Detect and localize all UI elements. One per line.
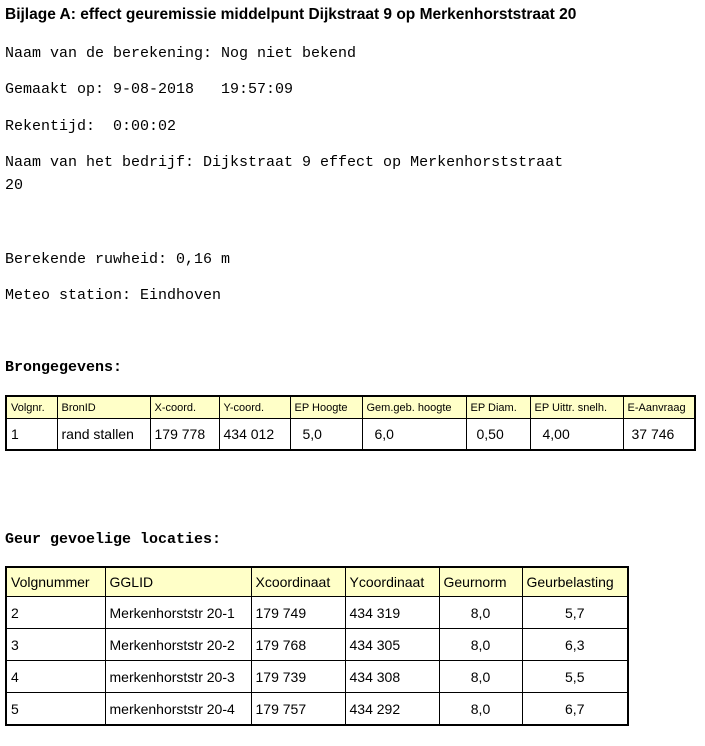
header-cell: Geurbelasting <box>522 567 628 597</box>
table-cell: 37 746 <box>623 419 695 451</box>
document-title: Bijlage A: effect geuremissie middelpunt Dijkstraat 9 op Merkenhorststraat 20 <box>5 6 577 23</box>
table-cell: 0,50 <box>466 419 530 451</box>
header-cell: GGLID <box>105 567 251 597</box>
table-cell: 179 757 <box>251 693 345 726</box>
table-cell: Merkenhorststr 20-1 <box>105 597 251 629</box>
header-cell: X-coord. <box>150 396 219 419</box>
table-cell: 179 778 <box>150 419 219 451</box>
table-cell: 434 308 <box>345 661 439 693</box>
gemaakt-op: Gemaakt op: 9-08-2018 19:57:09 <box>5 81 294 98</box>
header-cell: EP Diam. <box>466 396 530 419</box>
geur-locaties-table <box>5 566 629 726</box>
table-row <box>6 661 628 693</box>
table-cell: merkenhorststr 20-3 <box>105 661 251 693</box>
table-cell: 8,0 <box>439 661 522 693</box>
table-header-row <box>6 396 695 419</box>
header-cell: BronID <box>57 396 150 419</box>
header-cell: Gem.geb. hoogte <box>362 396 466 419</box>
header-cell: Geurnorm <box>439 567 522 597</box>
header-cell: Volgnr. <box>6 396 57 419</box>
table-cell: 8,0 <box>439 629 522 661</box>
header-cell: EP Hoogte <box>290 396 362 419</box>
header-cell: E-Aanvraag <box>623 396 695 419</box>
table-cell: 434 292 <box>345 693 439 726</box>
table-cell: 179 749 <box>251 597 345 629</box>
table-cell: 3 <box>6 629 105 661</box>
bedrijf-naam-line1: Naam van het bedrijf: Dijkstraat 9 effect op Merkenhorststraat <box>5 154 564 171</box>
header-cell: Volgnummer <box>6 567 105 597</box>
header-cell: EP Uittr. snelh. <box>530 396 623 419</box>
table-cell: 2 <box>6 597 105 629</box>
rekentijd: Rekentijd: 0:00:02 <box>5 118 177 135</box>
table-cell: merkenhorststr 20-4 <box>105 693 251 726</box>
table-cell: 6,7 <box>522 693 628 726</box>
table-cell: 5,0 <box>290 419 362 451</box>
header-cell: Xcoordinaat <box>251 567 345 597</box>
table-cell: 5,5 <box>522 661 628 693</box>
bedrijf-naam-line2: 20 <box>5 177 24 194</box>
table-cell: 8,0 <box>439 693 522 726</box>
brongegevens-table <box>5 395 696 451</box>
table-cell: 6,3 <box>522 629 628 661</box>
table-cell: 434 012 <box>219 419 290 451</box>
table-cell: 4 <box>6 661 105 693</box>
header-cell: Y-coord. <box>219 396 290 419</box>
table-row <box>6 629 628 661</box>
table-cell: 5 <box>6 693 105 726</box>
table-cell: 179 739 <box>251 661 345 693</box>
table-cell: 1 <box>6 419 57 451</box>
brongegevens-heading: Brongegevens: <box>5 359 123 376</box>
table-cell: 434 319 <box>345 597 439 629</box>
table-cell: rand stallen <box>57 419 150 451</box>
table-cell: 8,0 <box>439 597 522 629</box>
table-cell: 179 768 <box>251 629 345 661</box>
table-header-row <box>6 567 628 597</box>
berekening-naam: Naam van de berekening: Nog niet bekend <box>5 45 357 62</box>
table-cell: 434 305 <box>345 629 439 661</box>
table-cell: 5,7 <box>522 597 628 629</box>
meteo-station: Meteo station: Eindhoven <box>5 287 222 304</box>
table-row <box>6 693 628 726</box>
geur-gevoelige-locaties-heading: Geur gevoelige locaties: <box>5 531 222 548</box>
table-cell: 4,00 <box>530 419 623 451</box>
table-row <box>6 419 695 451</box>
table-cell: Merkenhorststr 20-2 <box>105 629 251 661</box>
table-row <box>6 597 628 629</box>
table-cell: 6,0 <box>362 419 466 451</box>
header-cell: Ycoordinaat <box>345 567 439 597</box>
berekende-ruwheid: Berekende ruwheid: 0,16 m <box>5 251 231 268</box>
